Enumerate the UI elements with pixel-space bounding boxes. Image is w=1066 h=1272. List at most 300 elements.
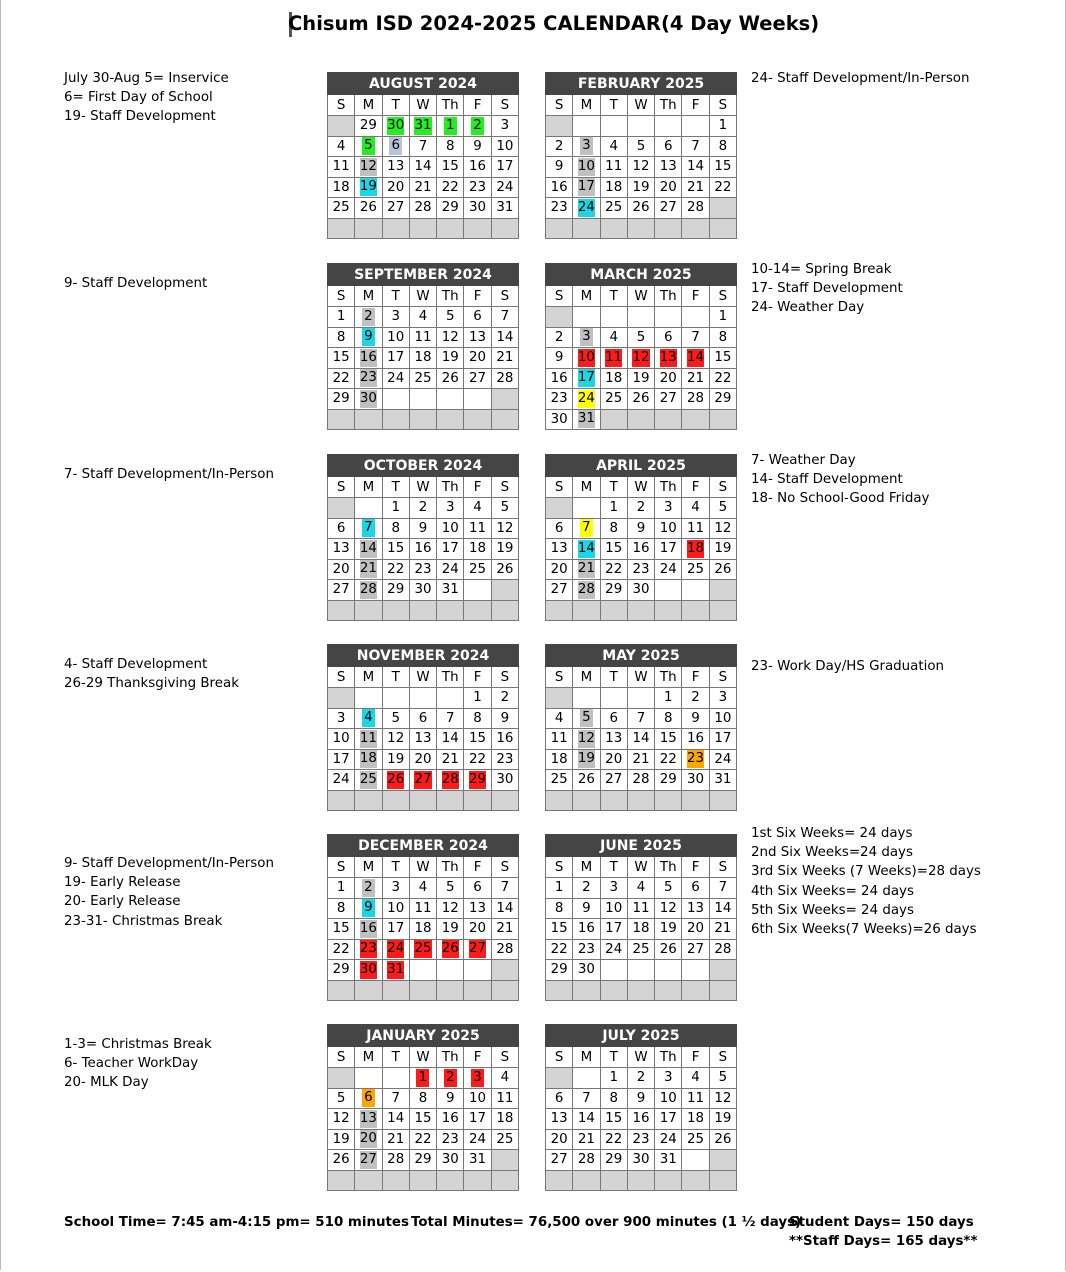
weekday-header: S: [491, 667, 518, 688]
weekday-header: W: [627, 286, 654, 307]
day-cell: [437, 1068, 464, 1089]
weekday-header: W: [409, 667, 436, 688]
weekday-header: M: [355, 477, 382, 498]
highlighted-day: 11: [605, 349, 623, 365]
weekday-header: M: [355, 667, 382, 688]
day-cell: [355, 307, 382, 328]
day-cell: 24: [655, 559, 682, 580]
day-cell: 18: [600, 368, 627, 389]
note-line: 18- No School-Good Friday: [751, 491, 930, 507]
note-line: 26-29 Thanksgiving Break: [64, 676, 239, 692]
day-cell: [355, 939, 382, 960]
day-cell: 28: [682, 389, 709, 410]
weekday-header: S: [709, 477, 736, 498]
day-cell: 7: [709, 878, 736, 899]
empty-cell: [328, 409, 355, 430]
empty-cell: [682, 790, 709, 811]
day-cell: 31: [437, 580, 464, 601]
day-cell: [382, 136, 409, 157]
day-cell: 9: [546, 157, 573, 178]
highlighted-day: 31: [387, 961, 405, 977]
weekday-header: F: [682, 667, 709, 688]
day-cell: [464, 1068, 491, 1089]
week-row: [328, 498, 519, 519]
day-cell: 27: [464, 368, 491, 389]
day-cell: 19: [437, 919, 464, 940]
day-cell: 8: [546, 898, 573, 919]
highlighted-day: 6: [389, 137, 402, 155]
day-cell: 12: [627, 157, 654, 178]
week-row: [328, 198, 519, 219]
day-cell: 19: [328, 1129, 355, 1150]
note-line: 4- Staff Development: [64, 657, 208, 672]
day-cell: 31: [655, 1150, 682, 1171]
day-cell: 23: [464, 177, 491, 198]
empty-cell: [355, 790, 382, 811]
highlighted-day: 31: [577, 411, 595, 427]
day-cell: 5: [382, 708, 409, 729]
highlighted-day: 20: [359, 1131, 377, 1147]
week-row: [546, 600, 737, 621]
highlighted-day: 17: [577, 179, 595, 195]
week-row: [328, 307, 519, 328]
day-cell: 3: [655, 498, 682, 519]
day-cell: [573, 409, 600, 430]
weekday-header: S: [709, 667, 736, 688]
weekday-header: S: [491, 1047, 518, 1068]
week-row: [328, 1088, 519, 1109]
weekday-header: W: [409, 857, 436, 878]
highlighted-day: 19: [359, 179, 377, 195]
day-cell: 10: [655, 518, 682, 539]
empty-cell: [709, 218, 736, 239]
left-notes: [64, 1035, 212, 1093]
day-cell: 6: [682, 878, 709, 899]
week-row: [546, 157, 737, 178]
week-row: [328, 898, 519, 919]
weekday-header: Th: [437, 477, 464, 498]
day-cell: 7: [682, 327, 709, 348]
week-row: [546, 939, 737, 960]
weekday-header: M: [573, 857, 600, 878]
weekday-header: S: [546, 286, 573, 307]
highlighted-day: 27: [469, 941, 487, 957]
empty-cell: [437, 409, 464, 430]
day-cell: 23: [409, 559, 436, 580]
day-cell: 20: [682, 919, 709, 940]
day-cell: 17: [464, 1109, 491, 1130]
empty-cell: [355, 688, 382, 709]
empty-cell: [328, 688, 355, 709]
day-cell: 7: [682, 136, 709, 157]
day-cell: 19: [627, 368, 654, 389]
week-row: [546, 898, 737, 919]
day-cell: 12: [655, 898, 682, 919]
day-cell: 18: [409, 919, 436, 940]
day-cell: [573, 729, 600, 750]
highlighted-day: 13: [659, 349, 677, 365]
empty-cell: [464, 580, 491, 601]
day-cell: 12: [709, 1088, 736, 1109]
day-cell: 23: [573, 939, 600, 960]
day-cell: [355, 1150, 382, 1171]
weekday-header: Th: [437, 1047, 464, 1068]
day-cell: 9: [437, 1088, 464, 1109]
day-cell: [464, 770, 491, 791]
day-cell: 2: [491, 688, 518, 709]
day-cell: 15: [709, 157, 736, 178]
week-row: [328, 770, 519, 791]
left-notes: [64, 465, 274, 484]
note-line: 23-31- Christmas Break: [64, 913, 223, 929]
day-cell: 4: [682, 498, 709, 519]
weekday-header: S: [546, 1047, 573, 1068]
day-cell: [573, 749, 600, 770]
day-cell: 24: [328, 770, 355, 791]
day-cell: 5: [627, 327, 654, 348]
weekday-header: S: [491, 857, 518, 878]
empty-cell: [600, 600, 627, 621]
weekday-header: T: [382, 286, 409, 307]
day-cell: 25: [328, 198, 355, 219]
highlighted-day: 28: [577, 581, 595, 597]
day-cell: 30: [491, 770, 518, 791]
highlighted-day: 9: [362, 328, 375, 346]
empty-cell: [491, 980, 518, 1001]
week-row: [328, 1129, 519, 1150]
weekday-header: Th: [437, 95, 464, 116]
empty-cell: [437, 1170, 464, 1191]
empty-cell: [409, 960, 436, 981]
note-line: 23- Work Day/HS Graduation: [751, 659, 944, 674]
empty-cell: [682, 1170, 709, 1191]
empty-cell: [627, 307, 654, 328]
week-row: [546, 307, 737, 328]
week-row: [328, 980, 519, 1001]
day-cell: 13: [655, 157, 682, 178]
day-cell: 11: [328, 157, 355, 178]
day-cell: [655, 348, 682, 369]
empty-cell: [627, 409, 654, 430]
day-cell: 18: [491, 1109, 518, 1130]
day-cell: 26: [709, 559, 736, 580]
month-title: OCTOBER 2024: [328, 455, 519, 477]
day-cell: 24: [464, 1129, 491, 1150]
empty-cell: [382, 790, 409, 811]
highlighted-day: 13: [359, 1110, 377, 1126]
highlighted-day: 19: [577, 751, 595, 767]
day-cell: [573, 559, 600, 580]
highlighted-day: 5: [362, 137, 375, 155]
day-cell: 10: [437, 518, 464, 539]
day-cell: 15: [328, 919, 355, 940]
day-cell: [573, 368, 600, 389]
empty-cell: [491, 1150, 518, 1171]
day-cell: 27: [328, 580, 355, 601]
month-calendar: [327, 263, 519, 430]
day-cell: 22: [600, 1129, 627, 1150]
day-cell: 8: [437, 136, 464, 157]
week-row: [546, 960, 737, 981]
day-cell: [355, 539, 382, 560]
day-cell: 28: [382, 1150, 409, 1171]
day-cell: 3: [437, 498, 464, 519]
weekday-header: W: [627, 857, 654, 878]
empty-cell: [328, 1170, 355, 1191]
day-cell: 23: [546, 389, 573, 410]
weekday-header: S: [546, 857, 573, 878]
highlighted-day: 12: [632, 349, 650, 365]
day-cell: 20: [382, 177, 409, 198]
day-cell: 25: [600, 198, 627, 219]
day-cell: 14: [382, 1109, 409, 1130]
empty-cell: [491, 409, 518, 430]
note-line: 1-3= Christmas Break: [64, 1037, 212, 1052]
empty-cell: [464, 980, 491, 1001]
empty-cell: [355, 980, 382, 1001]
day-cell: 22: [328, 939, 355, 960]
empty-cell: [655, 580, 682, 601]
empty-cell: [655, 218, 682, 239]
highlighted-day: 1: [444, 117, 457, 135]
highlighted-day: 30: [387, 117, 405, 133]
week-row: [546, 1109, 737, 1130]
weekday-header: W: [627, 1047, 654, 1068]
empty-cell: [709, 409, 736, 430]
day-cell: 15: [437, 157, 464, 178]
day-cell: 1: [655, 688, 682, 709]
day-cell: 22: [409, 1129, 436, 1150]
right-notes: [751, 451, 929, 509]
month-title: JUNE 2025: [546, 835, 737, 857]
empty-cell: [573, 218, 600, 239]
day-cell: 17: [709, 729, 736, 750]
day-cell: 25: [627, 939, 654, 960]
empty-cell: [709, 1150, 736, 1171]
day-cell: 18: [464, 539, 491, 560]
month-calendar: [545, 454, 737, 621]
empty-cell: [409, 1170, 436, 1191]
weekday-header: S: [709, 857, 736, 878]
week-row: [328, 939, 519, 960]
day-cell: [382, 770, 409, 791]
day-cell: 6: [409, 708, 436, 729]
day-cell: 3: [491, 116, 518, 137]
empty-cell: [491, 960, 518, 981]
day-cell: 15: [655, 729, 682, 750]
day-cell: 4: [546, 708, 573, 729]
day-cell: 26: [627, 389, 654, 410]
highlighted-day: 23: [359, 370, 377, 386]
day-cell: 6: [600, 708, 627, 729]
empty-cell: [573, 116, 600, 137]
empty-cell: [437, 600, 464, 621]
highlighted-day: 30: [359, 390, 377, 406]
student-days: Student Days= 150 days: [789, 1215, 974, 1230]
day-cell: 4: [464, 498, 491, 519]
empty-cell: [409, 600, 436, 621]
month-title: DECEMBER 2024: [328, 835, 519, 857]
day-cell: 28: [573, 1150, 600, 1171]
day-cell: 30: [682, 770, 709, 791]
day-cell: [355, 1109, 382, 1130]
week-row: [328, 116, 519, 137]
note-line: 9- Staff Development/In-Person: [64, 856, 274, 871]
weekday-header: M: [573, 667, 600, 688]
week-row: [546, 580, 737, 601]
note-line: 3rd Six Weeks (7 Weeks)=28 days: [751, 864, 981, 880]
day-cell: 6: [464, 878, 491, 899]
highlighted-day: 14: [577, 540, 595, 556]
day-cell: 10: [491, 136, 518, 157]
highlighted-day: 17: [577, 370, 595, 386]
day-cell: 7: [573, 1088, 600, 1109]
day-cell: [355, 559, 382, 580]
highlighted-day: 4: [362, 709, 375, 727]
empty-cell: [682, 409, 709, 430]
day-cell: 29: [328, 960, 355, 981]
day-cell: 7: [491, 307, 518, 328]
week-row: [328, 218, 519, 239]
day-cell: 30: [464, 198, 491, 219]
day-cell: 21: [573, 1129, 600, 1150]
day-cell: 7: [491, 878, 518, 899]
note-line: 19- Early Release: [64, 875, 181, 891]
day-cell: 14: [491, 898, 518, 919]
day-cell: 20: [600, 749, 627, 770]
weekday-header: F: [464, 1047, 491, 1068]
weekday-header: F: [464, 95, 491, 116]
day-cell: 30: [627, 580, 654, 601]
day-cell: 2: [627, 1068, 654, 1089]
highlighted-day: 26: [441, 941, 459, 957]
page-title: Chisum ISD 2024-2025 CALENDAR(4 Day Weeks): [288, 12, 820, 35]
empty-cell: [464, 1170, 491, 1191]
day-cell: 8: [709, 136, 736, 157]
day-cell: [355, 368, 382, 389]
day-cell: 22: [600, 559, 627, 580]
empty-cell: [491, 1170, 518, 1191]
month-title: AUGUST 2024: [328, 73, 519, 95]
empty-cell: [437, 389, 464, 410]
day-cell: 15: [600, 1109, 627, 1130]
note-line: 7- Weather Day: [751, 453, 856, 468]
week-row: [328, 790, 519, 811]
right-notes: [751, 260, 903, 318]
note-line: 14- Staff Development: [751, 472, 903, 488]
note-line: 4th Six Weeks= 24 days: [751, 883, 914, 899]
left-notes: [64, 655, 239, 693]
empty-cell: [682, 116, 709, 137]
day-cell: 27: [382, 198, 409, 219]
day-cell: 17: [437, 539, 464, 560]
weekday-header: M: [573, 1047, 600, 1068]
week-row: [328, 878, 519, 899]
day-cell: [573, 389, 600, 410]
highlighted-day: 24: [577, 199, 595, 215]
day-cell: 2: [573, 878, 600, 899]
day-cell: 23: [491, 749, 518, 770]
week-row: [328, 327, 519, 348]
empty-cell: [491, 218, 518, 239]
day-cell: [355, 919, 382, 940]
empty-cell: [655, 409, 682, 430]
empty-cell: [655, 307, 682, 328]
day-cell: 16: [627, 1109, 654, 1130]
day-cell: [355, 327, 382, 348]
day-cell: 5: [437, 307, 464, 328]
day-cell: 29: [655, 770, 682, 791]
week-row: [546, 177, 737, 198]
highlighted-day: 21: [577, 561, 595, 577]
day-cell: 7: [627, 708, 654, 729]
day-cell: 11: [682, 518, 709, 539]
weekday-header: M: [355, 95, 382, 116]
day-cell: 22: [546, 939, 573, 960]
day-cell: [382, 116, 409, 137]
day-cell: 25: [409, 368, 436, 389]
weekday-header: T: [382, 477, 409, 498]
empty-cell: [546, 116, 573, 137]
day-cell: 10: [600, 898, 627, 919]
weekday-header: S: [328, 667, 355, 688]
total-minutes: Total Minutes= 76,500 over 900 minutes (1 ½ days): [411, 1215, 802, 1230]
empty-cell: [546, 218, 573, 239]
highlighted-day: 23: [687, 751, 705, 767]
weekday-header: T: [382, 95, 409, 116]
empty-cell: [627, 600, 654, 621]
day-cell: 12: [382, 729, 409, 750]
weekday-header: T: [382, 857, 409, 878]
highlighted-day: 10: [577, 158, 595, 174]
empty-cell: [573, 307, 600, 328]
day-cell: 17: [382, 919, 409, 940]
weekday-header: S: [709, 1047, 736, 1068]
empty-cell: [573, 790, 600, 811]
day-cell: [573, 539, 600, 560]
weekday-header: S: [328, 857, 355, 878]
day-cell: 9: [464, 136, 491, 157]
day-cell: 18: [627, 919, 654, 940]
highlighted-day: 29: [469, 771, 487, 787]
weekday-header: S: [491, 477, 518, 498]
day-cell: 28: [627, 770, 654, 791]
day-cell: 27: [655, 198, 682, 219]
day-cell: 19: [655, 919, 682, 940]
day-cell: 19: [709, 1109, 736, 1130]
left-notes: [64, 69, 229, 127]
empty-cell: [655, 1170, 682, 1191]
empty-cell: [600, 409, 627, 430]
weekday-header: T: [382, 1047, 409, 1068]
day-cell: 19: [709, 539, 736, 560]
month-calendar: [327, 1024, 519, 1191]
day-cell: 27: [655, 389, 682, 410]
weekday-header: S: [491, 286, 518, 307]
day-cell: 26: [355, 198, 382, 219]
empty-cell: [682, 580, 709, 601]
weekday-header: S: [709, 286, 736, 307]
highlighted-day: 23: [359, 941, 377, 957]
highlighted-day: 26: [387, 771, 405, 787]
highlighted-day: 24: [387, 941, 405, 957]
day-cell: 24: [382, 368, 409, 389]
weekday-header: F: [464, 286, 491, 307]
day-cell: 8: [464, 708, 491, 729]
empty-cell: [437, 790, 464, 811]
week-row: [328, 368, 519, 389]
empty-cell: [328, 980, 355, 1001]
